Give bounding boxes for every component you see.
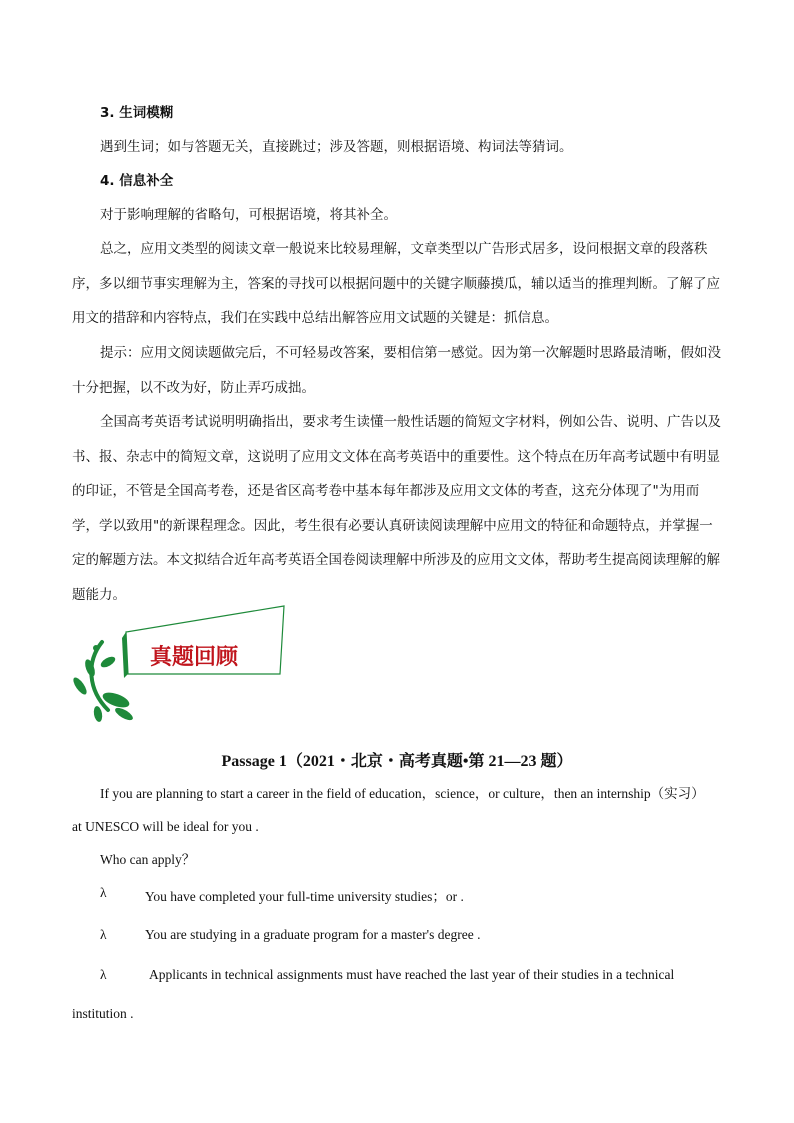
section-3-body: 遇到生词；如与答题无关，直接跳过；涉及答题，则根据语境、构词法等猜词。 <box>100 139 573 155</box>
intro-paragraph: 全国高考英语考试说明明确指出，要求考生读懂一般性话题的简短文字材料，例如公告、说明、广告以及书、报、杂志中的简短文章，这说明了应用文文体在高考英语中的重要性。这个特点在历年高考试题中有明显的印证，不管是全国高考卷，还是省区高考卷中基本每年都涉及应用文文体的考查，这充分体现了"为用而学，学以致用"的新课程理念。因此，考生很有必要认真研读阅读理解中应用文的特征和命题特点，并掌握一定的解题方法。本文拟结合近年高考英语全国卷阅读理解中所涉及的应用文文体，帮助考生提高阅读理解的解题能力。 <box>72 414 721 603</box>
who-can-apply: Who can apply？ <box>100 852 196 867</box>
bullet-item-continuation: institution . <box>72 1006 134 1021</box>
bullet-item: Applicants in technical assignments must have reached the last year of their studies in a technical <box>149 967 675 982</box>
bullet-item: You are studying in a graduate program for a master's degree . <box>145 927 481 942</box>
passage-intro-line1: If you are planning to start a career in the field of education，science，or culture，then an internship（实习） <box>100 786 705 801</box>
leaf-banner-icon <box>66 602 296 732</box>
section-3-title: 3. 生词模糊 <box>100 105 174 121</box>
tip-paragraph: 提示：应用文阅读题做完后，不可轻易改答案，要相信第一感觉。因为第一次解题时思路最清晰，假如没十分把握，以不改为好，防止弄巧成拙。 <box>72 345 721 396</box>
bullet-marker: λ <box>100 967 107 982</box>
bullet-marker: λ <box>100 927 107 942</box>
section-4-title: 4. 信息补全 <box>100 173 174 189</box>
bullet-item: You have completed your full-time university studies；or . <box>145 889 464 904</box>
bullet-marker: λ <box>100 885 107 900</box>
section-4-body: 对于影响理解的省略句，可根据语境，将其补全。 <box>100 207 397 223</box>
banner-label: 真题回顾 <box>149 644 239 670</box>
passage-title: Passage 1（2021・北京・高考真题•第 21—23 题） <box>221 753 573 770</box>
passage-intro-line2: at UNESCO will be ideal for you . <box>72 819 259 834</box>
section-banner <box>66 602 296 732</box>
summary-paragraph: 总之，应用文类型的阅读文章一般说来比较易理解，文章类型以广告形式居多，设问根据文章的段落秩序，多以细节事实理解为主，答案的寻找可以根据问题中的关键字顺藤摸瓜，辅以适当的推理判断。了解了应用文的措辞和内容特点，我们在实践中总结出解答应用文试题的关键是：抓信息。 <box>72 241 720 326</box>
